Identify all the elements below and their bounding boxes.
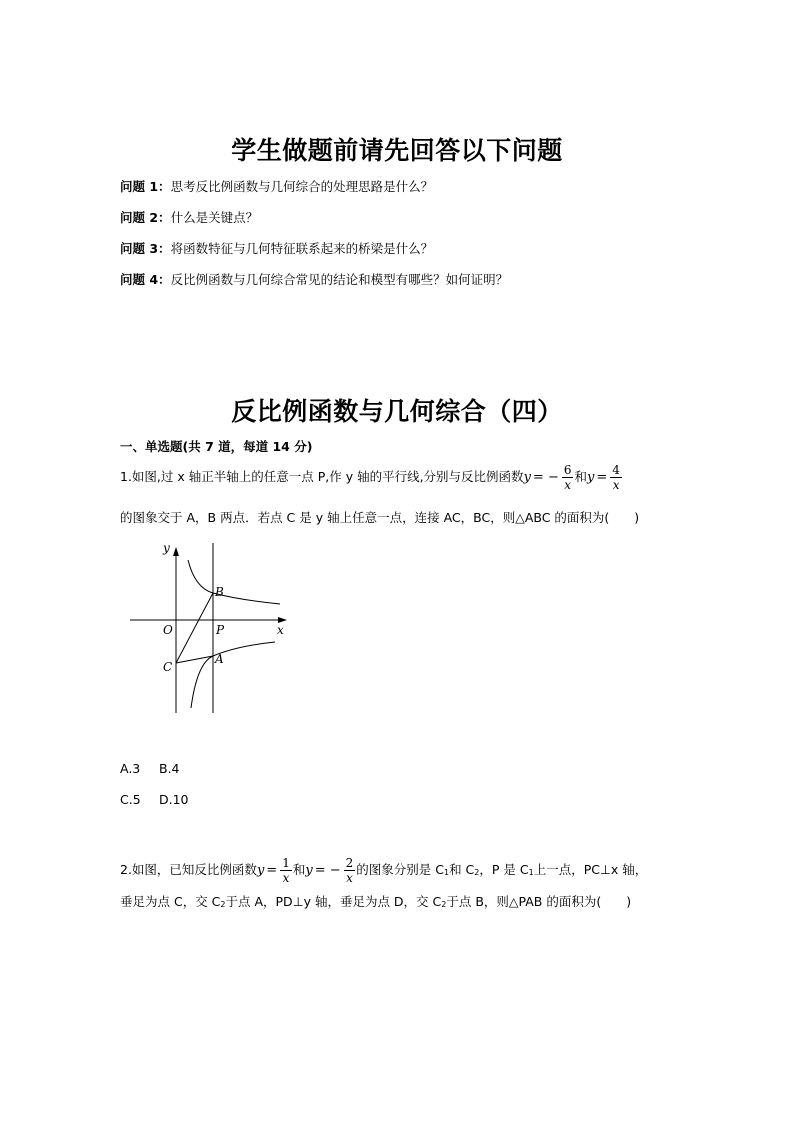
p2-sub-3: 1 — [528, 868, 534, 877]
p2-line2-c: 于点 B，则△PAB 的面积为( ) — [446, 894, 632, 909]
p2-eq1-y: y — [256, 863, 265, 878]
eq2-y: y — [587, 470, 595, 485]
label-x: x — [277, 623, 284, 637]
problem-2-lead: 2.如图，已知反比例函数 — [120, 862, 257, 877]
p2-eq-and: 和 — [292, 862, 306, 877]
problem-1-figure — [125, 538, 295, 718]
p2-eq2-sign: = − — [314, 863, 341, 878]
p2-tail-a: 的图象分别是 C — [356, 862, 444, 877]
eq2-fraction — [610, 463, 622, 492]
label-a: A — [215, 652, 224, 666]
label-c: C — [163, 660, 173, 674]
p2-eq2-y: y — [305, 863, 313, 878]
option-a[interactable]: A.3 — [120, 761, 141, 776]
p2-line2-b: 于点 A，PD⊥y 轴，垂足为点 D，交 C — [225, 894, 442, 909]
eq1-sign: = − — [532, 470, 559, 485]
segment-cb — [176, 593, 213, 663]
eq1-y: y — [523, 470, 531, 485]
eq2-numerator: 4 — [612, 463, 620, 477]
section-header: 一、单选题(共 7 道，每道 14 分) — [120, 439, 313, 454]
option-c[interactable]: C.5 — [120, 792, 141, 807]
label-o: O — [163, 623, 173, 637]
label-y: y — [163, 541, 170, 555]
header-title: 学生做题前请先回答以下问题 — [231, 136, 563, 165]
p2-eq2-fraction — [344, 856, 356, 885]
eq2-sign: = — [596, 470, 608, 485]
y-axis-arrow — [173, 547, 179, 556]
question-4-label: 问题 4： — [120, 272, 171, 287]
p2-sub-5: 2 — [441, 900, 447, 909]
p2-eq2-denominator: x — [346, 871, 353, 885]
eq1-denominator: x — [564, 478, 572, 492]
p2-sub-1: 1 — [443, 868, 450, 877]
p2-tail-d: 上一点，PC⊥x 轴， — [533, 862, 648, 877]
label-b: B — [215, 585, 224, 599]
p2-eq1-fraction — [280, 856, 292, 885]
problem-1-line-2: 的图象交于 A，B 两点．若点 C 是 y 轴上任意一点，连接 AC，BC，则△ABC 的面积为( ) — [120, 510, 640, 525]
eq1-numerator: 6 — [563, 463, 572, 477]
p2-tail-b: 和 C — [449, 862, 475, 877]
question-4-text: 反比例函数与几何综合常见的结论和模型有哪些？如何证明？ — [170, 272, 509, 287]
question-3 — [120, 239, 433, 257]
option-b[interactable]: B.4 — [159, 761, 180, 776]
curve-positive — [188, 560, 280, 604]
main-title: 反比例函数与几何综合（四） — [231, 397, 563, 426]
p2-sub-2: 2 — [474, 868, 480, 877]
question-2-label: 问题 2： — [120, 210, 171, 225]
p2-tail-c: ，P 是 C — [479, 862, 529, 877]
question-3-text: 将函数特征与几何特征联系起来的桥梁是什么？ — [170, 241, 434, 256]
curve-negative — [191, 642, 275, 708]
question-1-text: 思考反比例函数与几何综合的处理思路是什么？ — [170, 179, 434, 194]
question-1-label: 问题 1： — [120, 179, 171, 194]
problem-1-line-1 — [120, 463, 623, 492]
question-2 — [120, 208, 258, 226]
p2-sub-4: 2 — [220, 900, 226, 909]
label-p: P — [216, 623, 225, 637]
problem-2-line-2 — [120, 892, 631, 915]
p2-eq1-numerator: 1 — [282, 856, 290, 870]
question-2-text: 什么是关键点？ — [170, 210, 259, 225]
eq1-fraction — [562, 463, 574, 492]
p2-line2-a: 垂足为点 C，交 C — [120, 894, 221, 909]
p2-eq2-numerator: 2 — [345, 856, 354, 870]
option-d[interactable]: D.10 — [159, 792, 189, 807]
question-3-label: 问题 3： — [120, 241, 171, 256]
question-4 — [120, 270, 508, 288]
problem-2-line-1 — [120, 856, 647, 885]
question-1 — [120, 177, 433, 195]
eq2-denominator: x — [612, 478, 620, 492]
eq-and: 和 — [574, 469, 587, 484]
p2-eq1-sign: = — [266, 863, 278, 878]
problem-1-lead: 1.如图,过 x 轴正半轴上的任意一点 P,作 y 轴的平行线,分别与反比例函数 — [120, 469, 524, 484]
p2-eq1-denominator: x — [282, 871, 290, 885]
